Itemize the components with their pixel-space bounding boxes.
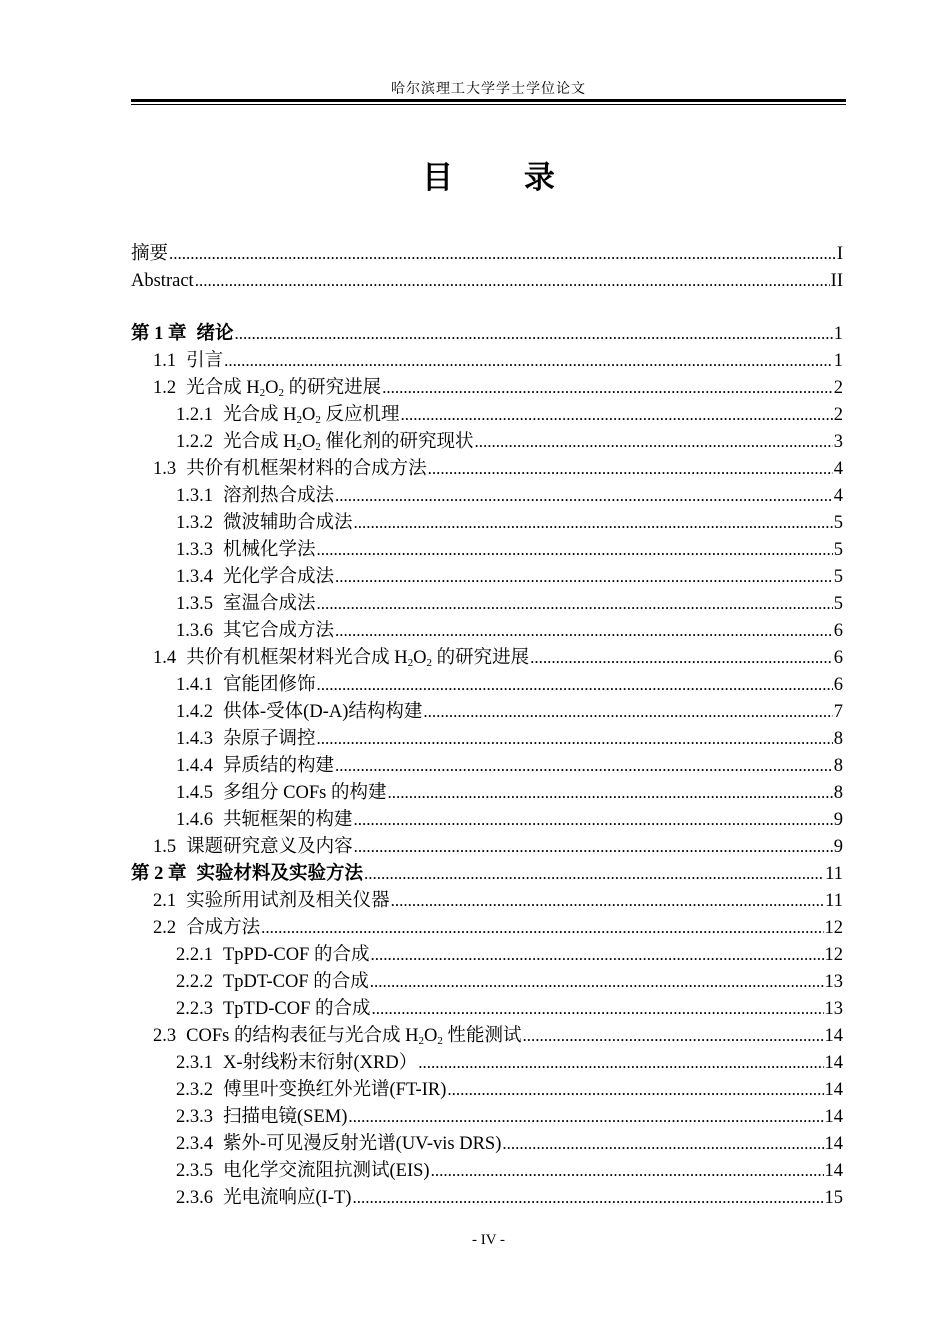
toc-entry-page: 3 — [833, 432, 843, 452]
toc-entry-label — [153, 456, 427, 483]
toc-leader-dots — [423, 698, 832, 725]
toc-entry-text: 溶剂热合成法 — [223, 486, 335, 506]
toc-entry-label — [176, 726, 316, 753]
toc-entry[interactable] — [131, 267, 843, 294]
toc-entry-number: 2.3.3 — [176, 1107, 213, 1127]
toc-entry-text: 的研究进展 — [284, 378, 382, 398]
toc-entry-number: 1.2.2 — [176, 432, 213, 452]
toc-entry-number: 1.4.2 — [176, 702, 213, 722]
toc-entry-text: 共价有机框架材料的合成方法 — [186, 459, 427, 479]
toc-entry-text: O — [302, 432, 316, 452]
toc-entry-label — [131, 268, 194, 295]
toc-entry-page: 1 — [833, 351, 843, 371]
toc-entry-text: 傅里叶变换红外光谱(FT-IR) — [223, 1080, 447, 1100]
toc-entry-page: 11 — [825, 891, 843, 911]
toc-entry-page: 12 — [824, 945, 843, 965]
toc-entry-page: 13 — [824, 999, 843, 1019]
toc-entry-text: 光化学合成法 — [223, 567, 335, 587]
toc-entry-number: 1.3 — [153, 459, 177, 479]
toc-entry-page: 6 — [833, 648, 843, 668]
toc-entry-text: X-射线粉末衍射(XRD） — [223, 1053, 418, 1073]
toc-entry[interactable] — [131, 374, 843, 401]
toc-entry-text: 紫外-可见漫反射光谱(UV-vis DRS) — [223, 1134, 502, 1154]
toc-entry-label — [176, 1158, 430, 1185]
running-header: 哈尔滨理工大学学士学位论文 — [391, 82, 586, 97]
toc-leader-dots — [354, 833, 833, 860]
toc-leader-dots — [317, 671, 833, 698]
toc-entry-label — [176, 564, 334, 591]
toc-entry-text: O — [423, 1026, 438, 1046]
toc-entry-page: 14 — [824, 1053, 843, 1073]
toc-leader-dots — [335, 617, 833, 644]
toc-entry-page: 5 — [833, 540, 843, 560]
toc-entry-number: 1.3.2 — [176, 513, 213, 533]
toc-entry[interactable] — [131, 779, 843, 806]
toc-entry-text: 课题研究意义及内容 — [186, 837, 353, 857]
toc-entry-label — [176, 429, 474, 456]
toc-entry[interactable] — [131, 941, 843, 968]
toc-entry-page: 2 — [833, 378, 843, 398]
toc-entry[interactable] — [131, 806, 843, 833]
toc-entry-number: 2.1 — [153, 891, 177, 911]
toc-entry[interactable] — [131, 752, 843, 779]
toc-entry[interactable] — [131, 1157, 843, 1184]
toc-entry-number: 2.3.2 — [176, 1080, 213, 1100]
toc-entry-label — [153, 915, 260, 942]
toc-entry-label — [131, 861, 363, 888]
toc-entry-label — [176, 591, 316, 618]
toc-entry-page: 5 — [833, 513, 843, 533]
toc-entry[interactable] — [131, 887, 843, 914]
toc-entry[interactable] — [131, 509, 843, 536]
toc-entry-label — [176, 699, 422, 726]
toc-entry-number: 1.1 — [153, 351, 177, 371]
toc-leader-dots — [382, 374, 833, 401]
toc-entry[interactable] — [131, 914, 843, 941]
toc-entry-label — [176, 942, 369, 969]
toc-leader-dots — [335, 563, 833, 590]
toc-entry-page: 14 — [824, 1134, 843, 1154]
toc-entry-page: II — [830, 271, 843, 291]
toc-entry-label — [176, 537, 316, 564]
toc-entry-number: 2.3 — [153, 1026, 177, 1046]
toc-entry-subscript: 2 — [296, 441, 302, 453]
toc-leader-dots — [317, 536, 833, 563]
toc-entry-label — [153, 834, 353, 861]
toc-entry[interactable] — [131, 240, 843, 267]
toc-leader-dots — [354, 509, 833, 536]
toc-entry-label — [153, 645, 529, 672]
toc-entry-subscript: 2 — [296, 414, 302, 426]
toc-entry-number: 1.3.6 — [176, 621, 213, 641]
toc-entry-text: 光合成 H — [186, 378, 260, 398]
toc-entry-label — [176, 996, 371, 1023]
toc-entry[interactable] — [131, 1076, 843, 1103]
toc-entry-text: 扫描电镜(SEM) — [223, 1107, 348, 1127]
toc-entry-number: 第 2 章 — [131, 864, 187, 884]
toc-entry-number: 2.2.3 — [176, 999, 213, 1019]
toc-entry[interactable] — [131, 1022, 843, 1049]
toc-entry-text: 室温合成法 — [223, 594, 316, 614]
toc-entry[interactable] — [131, 1184, 843, 1211]
toc-entry-text: O — [413, 648, 427, 668]
toc-entry-page: 8 — [833, 729, 843, 749]
toc-leader-dots — [317, 590, 833, 617]
toc-leader-dots — [502, 1130, 823, 1157]
toc-entry-label — [176, 753, 334, 780]
toc-entry-text: 光合成 H — [223, 405, 297, 425]
toc-entry-text: TpPD-COF 的合成 — [223, 945, 370, 965]
toc-entry[interactable] — [131, 671, 843, 698]
toc-leader-dots — [354, 806, 833, 833]
toc-entry[interactable] — [131, 1130, 843, 1157]
toc-leader-dots — [431, 1157, 824, 1184]
toc-entry-subscript: 2 — [278, 387, 284, 399]
toc-entry[interactable] — [131, 995, 843, 1022]
toc-leader-dots — [335, 752, 833, 779]
toc-entry-label — [176, 402, 400, 429]
toc-entry-number: 1.4.3 — [176, 729, 213, 749]
toc-entry-text: 供体-受体(D-A)结构构建 — [223, 702, 423, 722]
toc-entry-page: 5 — [833, 567, 843, 587]
toc-entry[interactable] — [131, 698, 843, 725]
toc-entry-subscript: 2 — [418, 1035, 424, 1047]
toc-entry-number: 1.3.4 — [176, 567, 213, 587]
toc-leader-dots — [335, 482, 833, 509]
toc-entry[interactable] — [131, 428, 843, 455]
toc-entry-text: O — [302, 405, 316, 425]
toc-entry-text: 实验所用试剂及相关仪器 — [186, 891, 390, 911]
toc-entry-text: 实验材料及实验方法 — [196, 864, 364, 884]
toc-leader-dots — [261, 914, 823, 941]
toc-entry-number: 2.3.4 — [176, 1134, 213, 1154]
toc-leader-dots — [372, 995, 824, 1022]
toc-entry-text: 的研究进展 — [432, 648, 530, 668]
toc-entry-label — [153, 375, 381, 402]
toc-entry-label — [176, 1077, 446, 1104]
toc-entry-number: 2.3.1 — [176, 1053, 213, 1073]
toc-entry-page: I — [836, 244, 843, 264]
toc-entry-label — [176, 483, 334, 510]
toc-leader-dots — [235, 320, 833, 347]
toc-entry-page: 1 — [833, 324, 843, 344]
toc-entry-page: 6 — [833, 621, 843, 641]
toc-entry-page: 6 — [833, 675, 843, 695]
toc-entry-page: 13 — [824, 972, 843, 992]
toc-entry-number: 2.3.5 — [176, 1161, 213, 1181]
toc-leader-dots — [475, 428, 833, 455]
toc-entry-label — [176, 672, 316, 699]
toc-entry-text: O — [265, 378, 279, 398]
toc-entry-label — [176, 1185, 351, 1212]
toc-entry-text: 合成方法 — [186, 918, 261, 938]
toc-entry-subscript: 2 — [407, 657, 414, 669]
toc-entry-text: 共价有机框架材料光合成 H — [186, 648, 408, 668]
toc-entry[interactable] — [131, 320, 843, 347]
toc-leader-dots — [530, 644, 833, 671]
toc-entry-text: Abstract — [131, 271, 194, 291]
toc-entry-text: 光电流响应(I-T) — [223, 1188, 352, 1208]
toc-entry-page: 5 — [833, 594, 843, 614]
toc-leader-dots — [195, 267, 830, 294]
toc-entry-text: 反应机理 — [320, 405, 400, 425]
toc-leader-dots — [352, 1184, 823, 1211]
toc-entry-page: 14 — [824, 1161, 843, 1181]
toc-entry-label — [131, 321, 234, 348]
toc-entry-label — [176, 510, 353, 537]
toc-entry-number: 1.3.1 — [176, 486, 213, 506]
toc-entry[interactable] — [131, 725, 843, 752]
toc-entry[interactable] — [131, 347, 843, 374]
toc-entry-subscript: 2 — [437, 1035, 443, 1047]
toc-entry-subscript: 2 — [315, 441, 321, 453]
toc-entry-text: COFs 的结构表征与光合成 H — [186, 1026, 419, 1046]
toc-entry-label — [131, 241, 168, 268]
toc-entry[interactable] — [131, 590, 843, 617]
toc-entry-number: 1.4.4 — [176, 756, 213, 776]
toc-leader-dots — [224, 347, 833, 374]
toc-entry-number: 2.2.1 — [176, 945, 213, 965]
toc-leader-dots — [387, 779, 832, 806]
toc-entry-page: 14 — [824, 1107, 843, 1127]
toc-entry-number: 1.4 — [153, 648, 177, 668]
toc-entry-number: 1.3.5 — [176, 594, 213, 614]
toc-entry-page: 12 — [824, 918, 843, 938]
toc-entry-page: 4 — [833, 459, 843, 479]
toc-entry-label — [176, 1050, 417, 1077]
toc-leader-dots — [447, 1076, 823, 1103]
toc-entry-text: 共轭框架的构建 — [223, 810, 353, 830]
toc-leader-dots — [401, 401, 833, 428]
toc-entry-label — [176, 780, 386, 807]
toc-leader-dots — [169, 240, 836, 267]
toc-entry[interactable] — [131, 482, 843, 509]
header-rule-thin — [131, 104, 846, 105]
toc-entry[interactable] — [131, 968, 843, 995]
table-of-contents — [131, 240, 843, 1211]
toc-entry[interactable] — [131, 536, 843, 563]
toc-entry-text: 性能测试 — [442, 1026, 522, 1046]
toc-entry-page: 2 — [833, 405, 843, 425]
toc-entry-label — [176, 618, 334, 645]
toc-entry-page: 7 — [833, 702, 843, 722]
toc-entry-text: 电化学交流阻抗测试(EIS) — [223, 1161, 430, 1181]
toc-entry[interactable] — [131, 455, 843, 482]
toc-entry[interactable] — [131, 860, 843, 887]
toc-entry-text: 官能团修饰 — [223, 675, 316, 695]
toc-entry-number: 1.5 — [153, 837, 177, 857]
toc-leader-dots — [370, 941, 823, 968]
toc-entry-label — [153, 1023, 521, 1050]
toc-entry-text: 微波辅助合成法 — [223, 513, 353, 533]
toc-leader-dots — [522, 1022, 823, 1049]
toc-entry-label — [176, 1104, 347, 1131]
toc-entry-page: 8 — [833, 783, 843, 803]
toc-entry-text: TpDT-COF 的合成 — [223, 972, 369, 992]
toc-entry-text: 杂原子调控 — [223, 729, 316, 749]
toc-entry[interactable] — [131, 617, 843, 644]
toc-leader-dots — [391, 887, 825, 914]
toc-entry-number: 1.4.5 — [176, 783, 213, 803]
toc-entry-text: 其它合成方法 — [223, 621, 335, 641]
toc-entry-number: 1.4.1 — [176, 675, 213, 695]
toc-entry-page: 15 — [824, 1188, 843, 1208]
toc-entry-number: 1.2 — [153, 378, 177, 398]
toc-entry-text: 多组分 COFs 的构建 — [223, 783, 387, 803]
toc-entry-page: 9 — [833, 837, 843, 857]
toc-entry-page: 11 — [825, 864, 843, 884]
toc-entry-text: 催化剂的研究现状 — [320, 432, 474, 452]
toc-entry[interactable] — [131, 401, 843, 428]
toc-entry-label — [176, 969, 369, 996]
toc-entry-page: 4 — [833, 486, 843, 506]
toc-leader-dots — [428, 455, 833, 482]
toc-entry-text: 摘要 — [131, 244, 169, 264]
toc-entry[interactable] — [131, 1049, 843, 1076]
toc-entry-subscript: 2 — [426, 657, 432, 669]
toc-entry-label — [176, 1131, 501, 1158]
page-number: - IV - — [471, 1232, 506, 1248]
toc-entry-subscript: 2 — [315, 414, 321, 426]
toc-leader-dots — [348, 1103, 823, 1130]
toc-entry-number: 1.2.1 — [176, 405, 213, 425]
toc-entry[interactable] — [131, 644, 843, 671]
toc-entry[interactable] — [131, 563, 843, 590]
toc-entry-number: 第 1 章 — [131, 324, 187, 344]
toc-entry-text: 绪论 — [196, 324, 234, 344]
toc-entry[interactable] — [131, 833, 843, 860]
toc-leader-dots — [317, 725, 833, 752]
toc-entry-subscript: 2 — [259, 387, 266, 399]
toc-entry[interactable] — [131, 1103, 843, 1130]
toc-entry-label — [153, 348, 223, 375]
toc-entry-text: 光合成 H — [223, 432, 297, 452]
toc-entry-text: TpTD-COF 的合成 — [223, 999, 371, 1019]
toc-title: 目 录 — [422, 160, 585, 196]
toc-entry-number: 2.2 — [153, 918, 177, 938]
toc-entry-number: 2.3.6 — [176, 1188, 213, 1208]
toc-entry-text: 机械化学法 — [223, 540, 316, 560]
toc-leader-dots — [370, 968, 824, 995]
toc-entry-number: 1.3.3 — [176, 540, 213, 560]
toc-entry-page: 8 — [833, 756, 843, 776]
toc-entry-page: 14 — [824, 1026, 843, 1046]
toc-entry-page: 9 — [833, 810, 843, 830]
toc-entry-label — [176, 807, 353, 834]
toc-entry-label — [153, 888, 390, 915]
toc-entry-text: 异质结的构建 — [223, 756, 335, 776]
toc-leader-dots — [418, 1049, 823, 1076]
toc-entry-text: 引言 — [186, 351, 224, 371]
toc-leader-dots — [364, 860, 824, 887]
toc-entry-number: 1.4.6 — [176, 810, 213, 830]
toc-entry-page: 14 — [824, 1080, 843, 1100]
header-rule-thick — [131, 99, 846, 102]
toc-entry-number: 2.2.2 — [176, 972, 213, 992]
